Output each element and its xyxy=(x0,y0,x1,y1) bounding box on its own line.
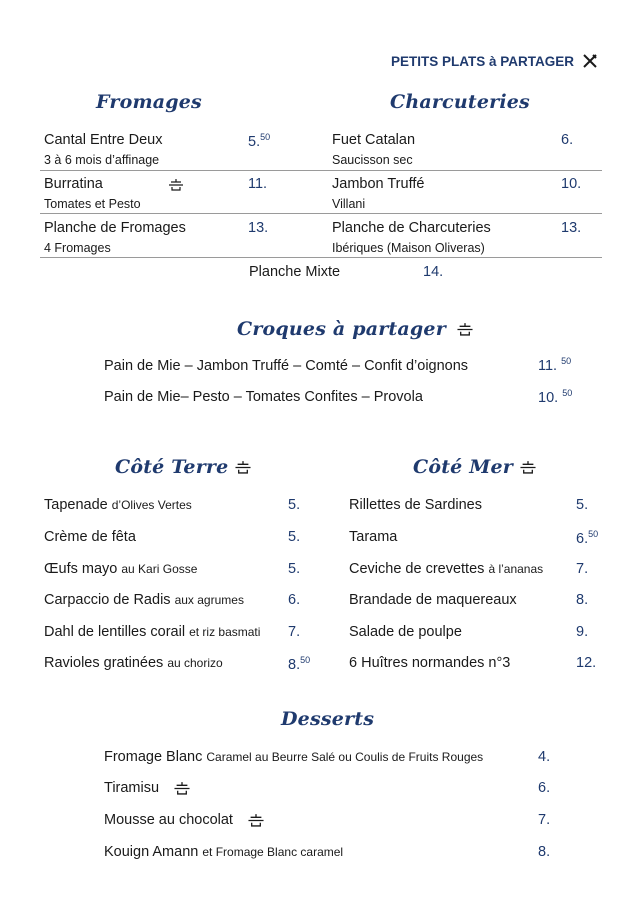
section-title-cote-terre: Côté Terre xyxy=(115,456,229,478)
section-title-croques-wrap xyxy=(237,318,474,340)
charcuterie-desc-0: Saucisson sec xyxy=(332,153,413,167)
veggie-icon xyxy=(234,460,252,474)
fromage-name-2: Planche de Fromages xyxy=(44,220,186,236)
page-title: PETITS PLATS à PARTAGER xyxy=(391,53,575,69)
charcuterie-name-0: Fuet Catalan xyxy=(332,132,416,148)
mer-price-1: 6.50 xyxy=(576,529,599,547)
veggie-icon xyxy=(519,460,537,474)
dessert-item-2: Mousse au chocolat xyxy=(104,812,265,828)
terre-item-4: Dahl de lentilles corail et riz basmati xyxy=(44,624,261,640)
mer-item-5: 6 Huîtres normandes n°3 xyxy=(349,655,511,671)
section-title-cote-mer: Côté Mer xyxy=(413,456,514,478)
croque-price-0: 11. $^{50}$ xyxy=(538,356,572,374)
mer-item-4: Salade de poulpe xyxy=(349,624,462,640)
planche-mixte-name: Planche Mixte xyxy=(249,264,341,280)
veggie-icon xyxy=(168,178,184,191)
section-title-mer-wrap xyxy=(413,456,537,478)
mer-price-5: 12. xyxy=(576,655,597,671)
dessert-item-0: Fromage Blanc Caramel au Beurre Salé ou Coulis de Fruits Rouges xyxy=(104,749,484,765)
fork-knife-icon xyxy=(582,53,598,69)
terre-item-0: Tapenade d’Olives Vertes xyxy=(44,497,192,513)
fromage-price-2: 13. xyxy=(248,220,269,236)
fromage-desc-0: 3 à 6 mois d’affinage xyxy=(44,153,160,167)
fromage-desc-1: Tomates et Pesto xyxy=(44,197,141,211)
mer-price-0: 5. xyxy=(576,497,589,513)
veggie-icon xyxy=(456,322,474,336)
croque-name-1: Pain de Mie– Pesto – Tomates Confites – Provola xyxy=(104,389,423,405)
dessert-price-0: 4. xyxy=(538,749,551,765)
mer-item-2: Ceviche de crevettes à l’ananas xyxy=(349,561,544,577)
page-header xyxy=(391,53,598,69)
charcuterie-name-1: Jambon Truffé xyxy=(332,176,425,192)
section-title-croques: Croques à partager xyxy=(237,318,446,340)
veggie-icon xyxy=(247,813,265,827)
charcuterie-name-2: Planche de Charcuteries xyxy=(332,220,491,236)
terre-item-3: Carpaccio de Radis aux agrumes xyxy=(44,592,244,608)
mer-price-4: 9. xyxy=(576,624,589,640)
terre-price-5: 8.50 xyxy=(288,655,311,673)
section-title-fromages: Fromages xyxy=(96,91,202,113)
croque-price-1: 10. $^{50}$ xyxy=(538,388,573,406)
charcuterie-price-1: 10. xyxy=(561,176,582,192)
section-title-terre-wrap xyxy=(115,456,252,478)
fromage-price-0: 5.50 xyxy=(248,132,271,150)
mer-item-3: Brandade de maquereaux xyxy=(349,592,517,608)
croque-name-0: Pain de Mie – Jambon Truffé – Comté – Confit d’oignons xyxy=(104,358,469,374)
fromage-name-1: Burratina xyxy=(44,176,103,192)
terre-price-1: 5. xyxy=(288,529,301,545)
veggie-icon xyxy=(173,781,191,795)
terre-price-2: 5. xyxy=(288,561,301,577)
dessert-price-2: 7. xyxy=(538,812,551,828)
fromage-name-0: Cantal Entre Deux xyxy=(44,132,163,148)
section-title-desserts: Desserts xyxy=(281,708,375,730)
charcuterie-price-2: 13. xyxy=(561,220,582,236)
terre-price-0: 5. xyxy=(288,497,301,513)
fromage-price-1: 11. xyxy=(248,176,268,192)
mer-item-1: Tarama xyxy=(349,529,398,545)
section-title-charcuteries: Charcuteries xyxy=(390,91,530,113)
terre-item-2: Œufs mayo au Kari Gosse xyxy=(44,561,198,577)
terre-price-4: 7. xyxy=(288,624,301,640)
dessert-price-1: 6. xyxy=(538,780,551,796)
divider xyxy=(40,170,602,171)
divider xyxy=(40,213,602,214)
dessert-item-1: Tiramisu xyxy=(104,780,191,796)
divider xyxy=(40,257,602,258)
mer-item-0: Rillettes de Sardines xyxy=(349,497,482,513)
charcuterie-desc-1: Villani xyxy=(332,197,366,211)
mer-price-2: 7. xyxy=(576,561,589,577)
terre-item-5: Ravioles gratinées au chorizo xyxy=(44,655,223,671)
charcuterie-desc-2: Ibériques (Maison Oliveras) xyxy=(332,241,485,255)
terre-price-3: 6. xyxy=(288,592,301,608)
dessert-price-3: 8. xyxy=(538,844,551,860)
fromage-desc-2: 4 Fromages xyxy=(44,241,111,255)
charcuterie-price-0: 6. xyxy=(561,132,574,148)
planche-mixte-price: 14. xyxy=(423,264,444,280)
terre-item-1: Crème de fêta xyxy=(44,529,136,545)
mer-price-3: 8. xyxy=(576,592,589,608)
dessert-item-3: Kouign Amann et Fromage Blanc caramel xyxy=(104,844,344,860)
